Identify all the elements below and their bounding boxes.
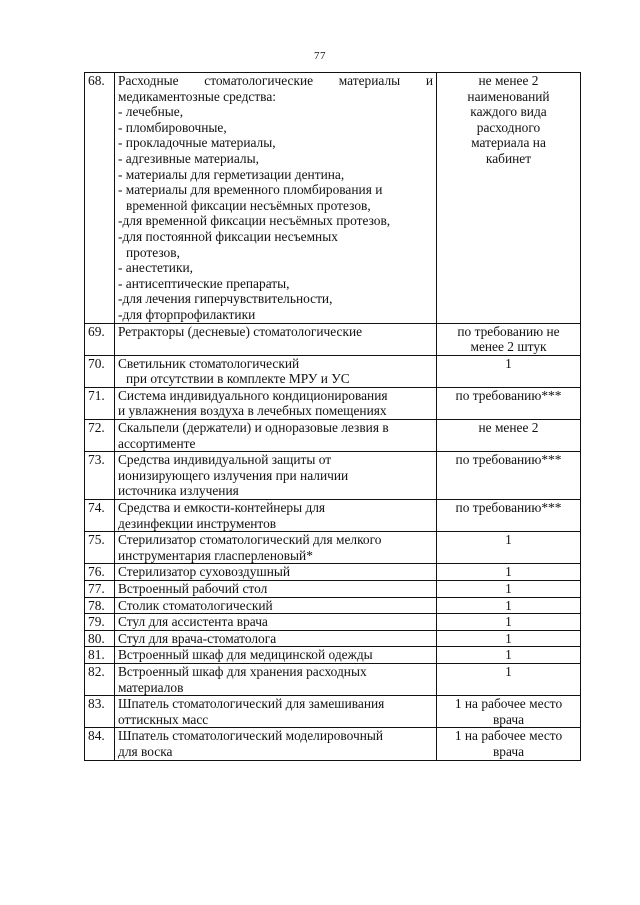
table-row (85, 728, 581, 760)
item-name-line: материалов (118, 679, 184, 695)
table-row (85, 323, 581, 355)
table-row (85, 597, 581, 614)
item-name-line: Расходные стоматологические материалы и (118, 73, 433, 88)
item-quantity (437, 696, 581, 728)
item-quantity-line: каждого вида (470, 104, 547, 120)
table-row (85, 73, 581, 324)
item-name-line: для воска (118, 743, 173, 759)
row-number: 72. (85, 420, 115, 452)
row-number: 73. (85, 452, 115, 500)
row-number: 81. (85, 647, 115, 664)
item-name (115, 323, 437, 355)
item-quantity (437, 581, 581, 598)
row-number: 84. (85, 728, 115, 760)
item-name (115, 647, 437, 664)
row-number: 70. (85, 355, 115, 387)
table-row (85, 614, 581, 631)
item-quantity-line: 1 (505, 647, 512, 663)
row-number: 82. (85, 663, 115, 695)
item-name-line: Средства индивидуальной защиты от (118, 452, 332, 468)
item-name (115, 597, 437, 614)
item-name-line: - лечебные, (118, 104, 184, 120)
row-number: 74. (85, 500, 115, 532)
item-name-line: -для фторпрофилактики (118, 306, 256, 322)
item-quantity-line: не менее 2 (478, 420, 539, 436)
table-row (85, 696, 581, 728)
item-quantity (437, 663, 581, 695)
item-name (115, 452, 437, 500)
item-quantity (437, 647, 581, 664)
item-quantity-line: кабинет (485, 150, 532, 166)
item-name-line: Ретракторы (десневые) стоматологические (118, 323, 363, 339)
item-name-line: -для лечения гиперчувствительности, (118, 291, 333, 307)
item-quantity (437, 73, 581, 324)
item-name (115, 387, 437, 419)
item-quantity-line: 1 (505, 532, 512, 548)
row-number: 83. (85, 696, 115, 728)
item-name-line: инструментария гласперленовый* (118, 547, 313, 563)
equipment-table (84, 72, 581, 761)
item-quantity (437, 355, 581, 387)
item-name-line: - антисептические препараты, (118, 275, 290, 291)
item-quantity-line: 1 (505, 663, 512, 679)
item-quantity-line: по требованию не (457, 323, 560, 339)
item-name (115, 614, 437, 631)
row-number: 71. (85, 387, 115, 419)
row-number: 69. (85, 323, 115, 355)
item-quantity-line: 1 (505, 630, 512, 646)
table-row (85, 564, 581, 581)
item-quantity-line: по требованию*** (455, 500, 562, 516)
item-quantity-line: врача (492, 743, 525, 759)
table-row (85, 532, 581, 564)
item-quantity-line: по требованию*** (455, 452, 562, 468)
item-name (115, 630, 437, 647)
item-quantity (437, 728, 581, 760)
item-name-line: ассортименте (118, 435, 196, 451)
row-number: 79. (85, 614, 115, 631)
item-name-line: временной фиксации несъёмных протезов, (126, 197, 371, 213)
equipment-table-body (85, 73, 581, 761)
item-name-line: дезинфекции инструментов (118, 515, 277, 531)
item-name-line: Светильник стоматологический (118, 355, 300, 371)
item-quantity (437, 323, 581, 355)
item-quantity (437, 564, 581, 581)
item-quantity-line: менее 2 штук (470, 339, 547, 355)
item-quantity (437, 420, 581, 452)
item-name (115, 728, 437, 760)
item-name-line: -для временной фиксации несъёмных протезов, (118, 213, 391, 229)
item-quantity-line: по требованию*** (455, 387, 562, 403)
item-name-line: - материалы для временного пломбирования и (118, 182, 383, 198)
item-name-line: оттискных масс (118, 711, 209, 727)
item-name (115, 581, 437, 598)
item-name-line: Стерилизатор стоматологический для мелкого (118, 532, 382, 548)
item-quantity (437, 630, 581, 647)
item-name-line: Система индивидуального кондиционирования (118, 387, 388, 403)
item-name-line: Встроенный шкаф для медицинской одежды (118, 647, 373, 663)
page-number: 77 (314, 50, 326, 62)
row-number: 80. (85, 630, 115, 647)
item-name-line (118, 339, 433, 355)
item-name-line: и увлажнения воздуха в лечебных помещениях (118, 403, 387, 419)
item-quantity (437, 597, 581, 614)
item-name-line: - прокладочные материалы, (118, 135, 276, 151)
item-quantity (437, 387, 581, 419)
item-quantity-line: материала на (471, 135, 546, 151)
row-number: 78. (85, 597, 115, 614)
item-quantity-line: врача (492, 711, 525, 727)
item-name-line: - пломбировочные, (118, 119, 227, 135)
table-row (85, 387, 581, 419)
item-name-line: Средства и емкости-контейнеры для (118, 500, 326, 516)
item-name-line: медикаментозные средства: (118, 88, 276, 104)
item-name-line: - адгезивные материалы, (118, 150, 259, 166)
item-quantity (437, 614, 581, 631)
item-name-line: протезов, (126, 244, 180, 260)
item-quantity (437, 532, 581, 564)
item-name (115, 500, 437, 532)
item-quantity-line: 1 (505, 355, 512, 371)
item-name-line: Стул для ассистента врача (118, 614, 268, 630)
item-name-line: Стул для врача-стоматолога (118, 630, 277, 646)
row-number: 75. (85, 532, 115, 564)
item-name-line: Шпатель стоматологический для замешивания (118, 696, 385, 712)
item-quantity-line: расходного (476, 119, 541, 135)
item-name-line: при отсутствии в комплекте МРУ и УС (126, 371, 350, 387)
table-row (85, 581, 581, 598)
item-name (115, 564, 437, 581)
item-name-line: Встроенный шкаф для хранения расходных (118, 663, 367, 679)
item-name-line: источника излучения (118, 483, 239, 499)
item-name (115, 663, 437, 695)
item-name-line: -для постоянной фиксации несъемных (118, 228, 338, 244)
row-number: 76. (85, 564, 115, 581)
item-quantity-line: 1 на рабочее место (454, 728, 563, 744)
item-name-line: Шпатель стоматологический моделировочный (118, 728, 384, 744)
row-number: 68. (85, 73, 115, 324)
item-name (115, 696, 437, 728)
item-name (115, 73, 437, 324)
row-number: 77. (85, 581, 115, 598)
item-name-line: ионизирующего излучения при наличии (118, 467, 349, 483)
item-name-line: Скальпели (держатели) и одноразовые лезвия в (118, 420, 389, 436)
item-quantity-line: 1 на рабочее место (454, 696, 563, 712)
item-quantity (437, 452, 581, 500)
item-name-line: - материалы для герметизации дентина, (118, 166, 345, 182)
table-row (85, 420, 581, 452)
item-name (115, 420, 437, 452)
item-name (115, 532, 437, 564)
item-quantity-line: наименований (467, 88, 550, 104)
item-name (115, 355, 437, 387)
item-quantity-line: 1 (505, 581, 512, 596)
item-name-line: Столик стоматологический (118, 597, 273, 613)
table-row (85, 452, 581, 500)
item-name-line: - анестетики, (118, 260, 193, 276)
item-quantity-line: 1 (505, 614, 512, 630)
table-row (85, 500, 581, 532)
table-row (85, 630, 581, 647)
table-row (85, 663, 581, 695)
item-name-line: Встроенный рабочий стол (118, 581, 268, 596)
item-quantity-line: 1 (505, 597, 512, 613)
item-quantity-line: 1 (505, 564, 512, 580)
item-quantity (437, 500, 581, 532)
table-row (85, 647, 581, 664)
table-row (85, 355, 581, 387)
item-name-line: Стерилизатор суховоздушный (118, 564, 291, 580)
item-quantity-line: не менее 2 (478, 73, 539, 88)
